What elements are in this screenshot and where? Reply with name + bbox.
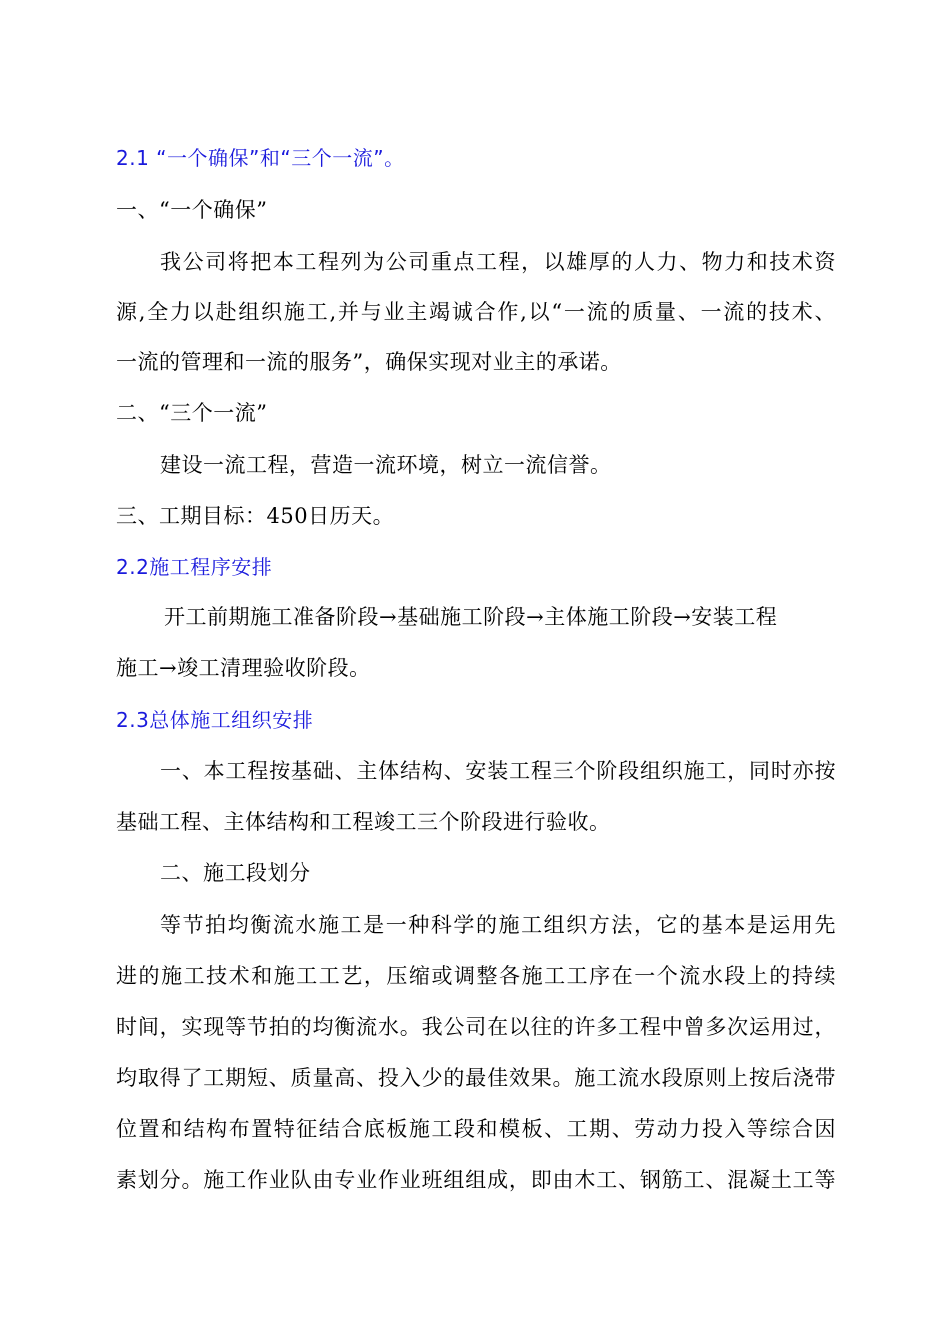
subheading-schedule-goal: 三、工期目标：450日历天。 xyxy=(116,504,395,528)
paragraph-line: 均取得了工期短、质量高、投入少的最佳效果。施工流水段原则上按后浇带 xyxy=(116,1066,836,1090)
paragraph-line: 基础工程、主体结构和工程竣工三个阶段进行验收。 xyxy=(116,810,611,834)
paragraph-line: 位置和结构布置特征结合底板施工段和模板、工期、劳动力投入等综合因 xyxy=(116,1117,836,1141)
paragraph-line: 开工前期施工准备阶段→基础施工阶段→主体施工阶段→安装工程 xyxy=(164,605,778,629)
paragraph-line: 等节拍均衡流水施工是一种科学的施工组织方法，它的基本是运用先 xyxy=(160,913,836,937)
paragraph-line: 时间，实现等节拍的均衡流水。我公司在以往的许多工程中曾多次运用过， xyxy=(116,1015,836,1039)
paragraph-line: 一、本工程按基础、主体结构、安装工程三个阶段组织施工，同时亦按 xyxy=(160,759,836,783)
paragraph-line: 素划分。施工作业队由专业作业班组组成，即由木工、钢筋工、混凝土工等 xyxy=(116,1168,836,1192)
paragraph-line: 进的施工技术和施工工艺，压缩或调整各施工工序在一个流水段上的持续 xyxy=(116,964,836,988)
heading-2-3: 2.3总体施工组织安排 xyxy=(116,708,314,732)
heading-2-1: 2.1 “一个确保”和“三个一流”。 xyxy=(116,146,405,170)
paragraph-line: 建设一流工程，营造一流环境，树立一流信誉。 xyxy=(160,453,612,477)
heading-2-2: 2.2施工程序安排 xyxy=(116,555,273,579)
subheading-three-first-class: 二、“三个一流” xyxy=(116,401,268,425)
paragraph-line: 我公司将把本工程列为公司重点工程，以雄厚的人力、物力和技术资 xyxy=(160,250,836,274)
subheading-one-guarantee: 一、“一个确保” xyxy=(116,198,268,222)
subheading-section-division: 二、施工段划分 xyxy=(160,861,311,885)
paragraph-line: 一流的管理和一流的服务”，确保实现对业主的承诺。 xyxy=(116,350,622,374)
paragraph-line: 施工→竣工清理验收阶段。 xyxy=(116,656,371,680)
paragraph-line: 源,全力以赴组织施工,并与业主竭诚合作,以“一流的质量、一流的技术、 xyxy=(116,300,836,324)
